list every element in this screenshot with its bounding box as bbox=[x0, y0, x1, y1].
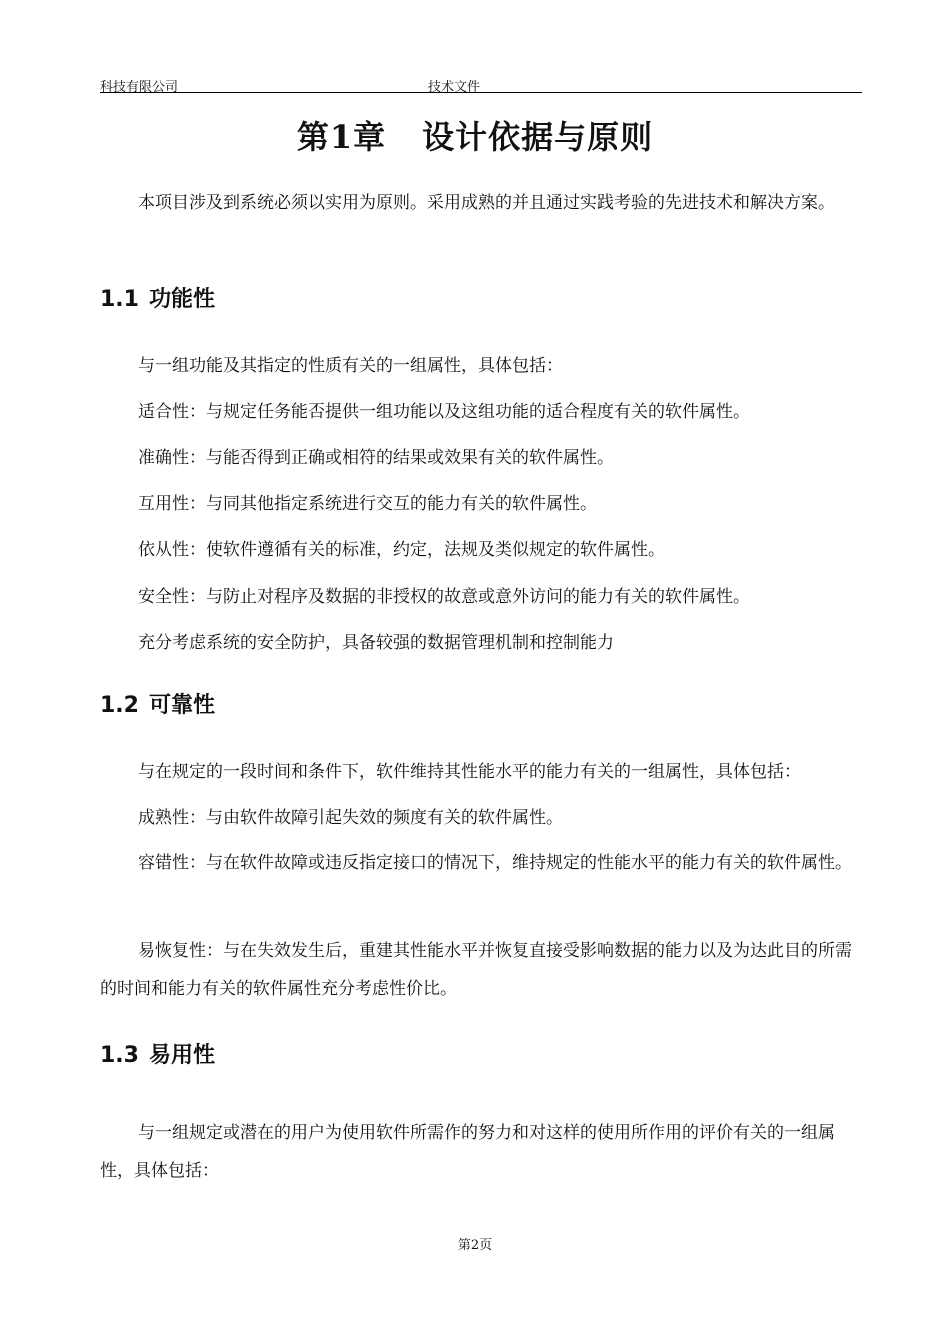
page-number: 第2页 bbox=[457, 1238, 493, 1253]
list-item: 易恢复性：与在失效发生后，重建其性能水平并恢复直接受影响数据的能力以及为达此目的所需的时间和能力有关的软件属性充分考虑性价比。 bbox=[100, 941, 852, 999]
intro-paragraph: 本项目涉及到系统必须以实用为原则。采用成熟的并且通过实践考验的先进技术和解决方案。 bbox=[138, 193, 835, 213]
list-item: 安全性：与防止对程序及数据的非授权的故意或意外访问的能力有关的软件属性。 bbox=[138, 587, 750, 607]
list-item: 与一组功能及其指定的性质有关的一组属性，具体包括： bbox=[138, 356, 563, 376]
list-item: 与在规定的一段时间和条件下，软件维持其性能水平的能力有关的一组属性，具体包括： bbox=[138, 762, 801, 782]
section-title: 易用性 bbox=[148, 1043, 215, 1068]
section-number: 1.1 bbox=[100, 287, 139, 312]
header-rule bbox=[100, 92, 862, 93]
section-1-2-heading bbox=[100, 688, 215, 719]
header-company: 科技有限公司 bbox=[100, 80, 179, 95]
chapter-number: 第1章 bbox=[296, 118, 387, 156]
list-item: 适合性：与规定任务能否提供一组功能以及这组功能的适合程度有关的软件属性。 bbox=[138, 402, 750, 422]
list-item: 充分考虑系统的安全防护，具备较强的数据管理机制和控制能力 bbox=[138, 633, 614, 653]
section-title: 功能性 bbox=[148, 287, 215, 312]
section-1-3-heading bbox=[100, 1038, 215, 1069]
chapter-title bbox=[0, 112, 950, 158]
section-number: 1.3 bbox=[100, 1043, 139, 1068]
list-item: 依从性：使软件遵循有关的标准，约定，法规及类似规定的软件属性。 bbox=[138, 540, 665, 560]
header-doc-type: 技术文件 bbox=[428, 80, 481, 95]
section-1-1-heading bbox=[100, 282, 215, 313]
list-item: 互用性：与同其他指定系统进行交互的能力有关的软件属性。 bbox=[138, 494, 597, 514]
chapter-title-text: 设计依据与原则 bbox=[422, 118, 654, 156]
list-item: 与一组规定或潜在的用户为使用软件所需作的努力和对这样的使用所作用的评价有关的一组属性，具体包括： bbox=[100, 1123, 835, 1181]
list-item: 成熟性：与由软件故障引起失效的频度有关的软件属性。 bbox=[138, 808, 563, 828]
section-number: 1.2 bbox=[100, 693, 139, 718]
list-item: 容错性：与在软件故障或违反指定接口的情况下，维持规定的性能水平的能力有关的软件属性。 bbox=[138, 853, 852, 873]
section-title: 可靠性 bbox=[148, 693, 215, 718]
list-item: 准确性：与能否得到正确或相符的结果或效果有关的软件属性。 bbox=[138, 448, 614, 468]
